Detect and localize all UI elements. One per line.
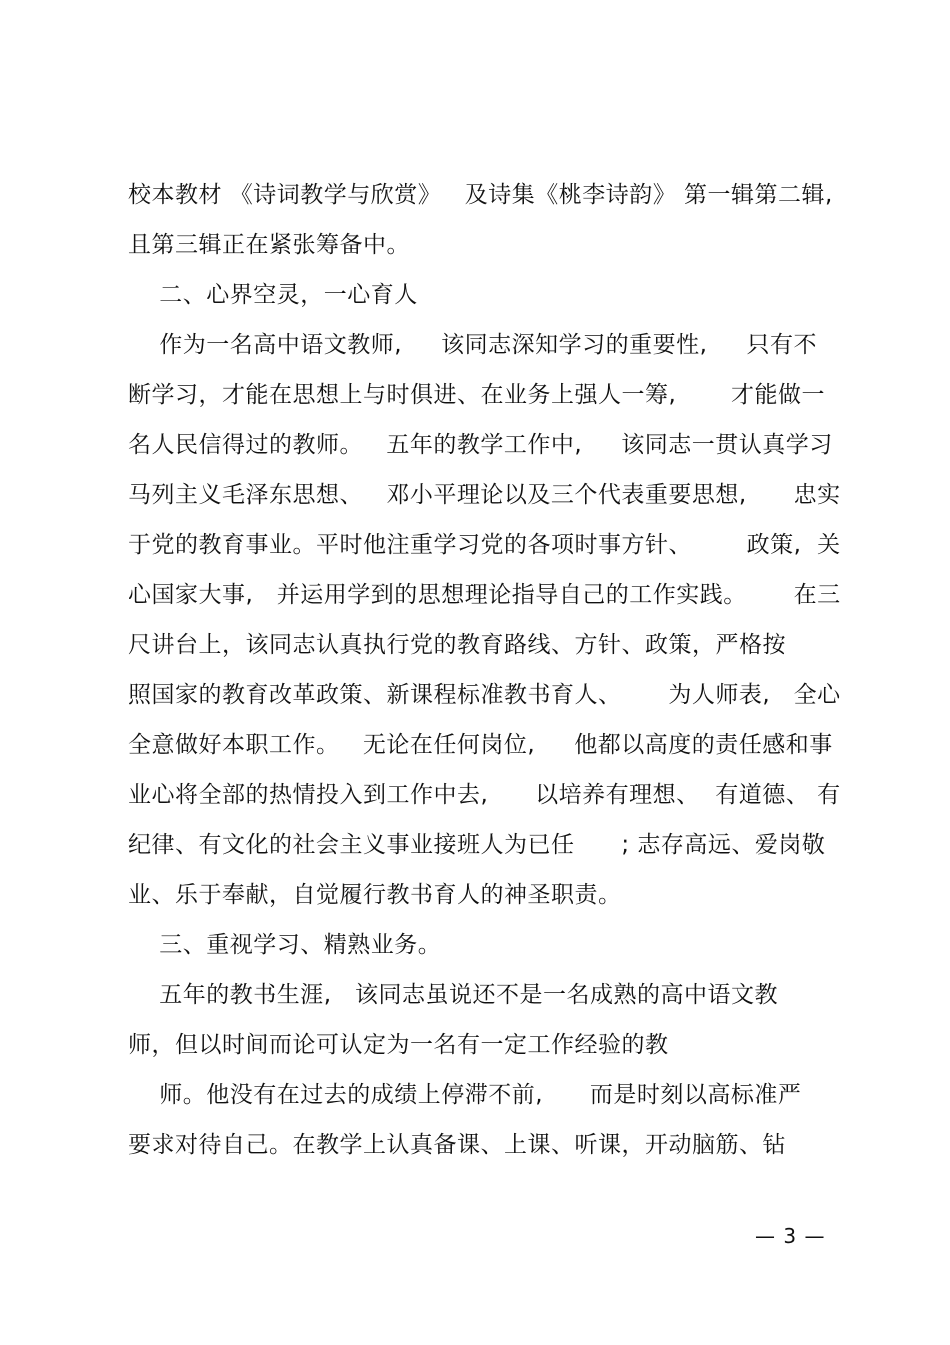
paragraph-line-20: 要求对待自己。在教学上认真备课、上课、听课，开动脑筋、钻: [128, 1132, 786, 1158]
paragraph-line-12: 全意做好本职工作。 无论在任何岗位, 他都以高度的责任感和事: [128, 732, 833, 758]
paragraph-line-5: 断学习，才能在思想上与时俱进、在业务上强人一筹, 才能做一: [128, 382, 825, 408]
paragraph-line-15: 业、乐于奉献，自觉履行教书育人的神圣职责。: [128, 882, 622, 908]
section-heading-3: 三、重视学习、精熟业务。: [128, 932, 442, 958]
paragraph-line-17: 五年的教书生涯, 该同志虽说还不是一名成熟的高中语文教: [128, 982, 778, 1008]
paragraph-line-1: 校本教材 《诗词教学与欣赏》 及诗集《桃李诗韵》 第一辑第二辑,: [128, 182, 833, 208]
paragraph-line-13: 业心将全部的热情投入到工作中去, 以培养有理想、 有道德、 有: [128, 782, 841, 808]
paragraph-line-4: 作为一名高中语文教师, 该同志深知学习的重要性, 只有不: [128, 332, 817, 358]
paragraph-line-10: 尺讲台上，该同志认真执行党的教育路线、方针、政策，严格按: [128, 632, 786, 658]
paragraph-line-18: 师，但以时间而论可认定为一名有一定工作经验的教: [128, 1032, 669, 1058]
paragraph-line-19: 师。他没有在过去的成绩上停滞不前, 而是时刻以高标准严: [128, 1082, 802, 1108]
paragraph-line-2: 且第三辑正在紧张筹备中。: [128, 232, 410, 258]
paragraph-line-8: 于党的教育事业。平时他注重学习党的各项时事方针、 政策, 关: [128, 532, 841, 558]
page-number: — 3 —: [755, 1224, 826, 1248]
paragraph-line-9: 心国家大事, 并运用学到的思想理论指导自己的工作实践。 在三: [128, 582, 841, 608]
section-heading-2: 二、心界空灵，一心育人: [128, 282, 418, 308]
paragraph-line-6: 名人民信得过的教师。 五年的教学工作中, 该同志一贯认真学习: [128, 432, 833, 458]
paragraph-line-7: 马列主义毛泽东思想、 邓小平理论以及三个代表重要思想, 忠实: [128, 482, 841, 508]
paragraph-line-11: 照国家的教育改革政策、新课程标准教书育人、 为人师表, 全心: [128, 682, 841, 708]
paragraph-line-14: 纪律、有文化的社会主义事业接班人为已任 ; 志存高远、爱岗敬: [128, 832, 826, 858]
